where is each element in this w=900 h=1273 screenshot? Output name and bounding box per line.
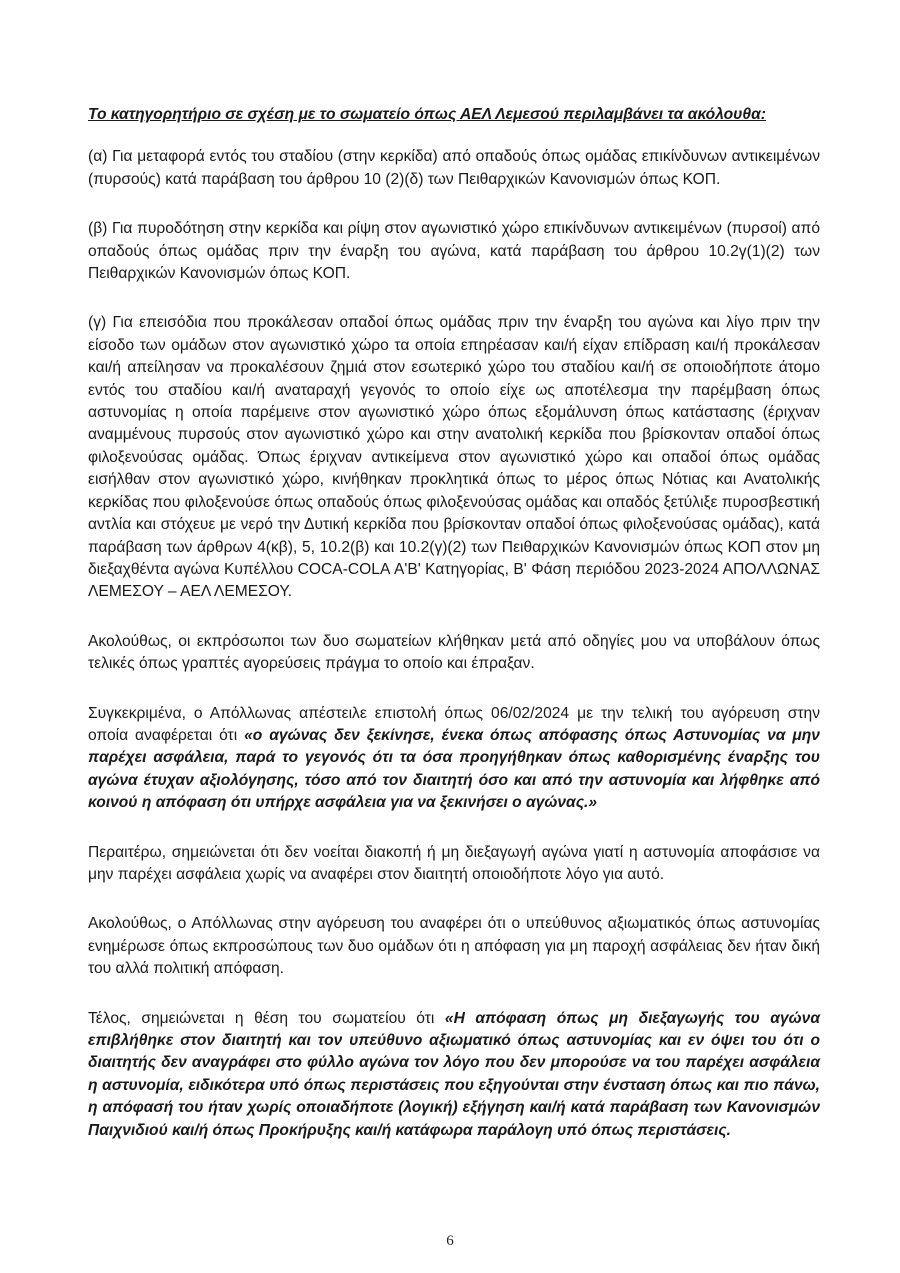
paragraph-b: (β) Για πυροδότηση στην κερκίδα και ρίψη στον αγωνιστικό χώρο επικίνδυνων αντικειμένων (πυρσοί) από οπαδούς όπως ομάδας πριν την έναρξη του αγώνα, κατά παράβαση του άρθρου 10.2γ(1)(2) των Πειθαρχικών Κανονισμών όπως ΚΟΠ.	[88, 220, 820, 283]
paragraph-d: Ακολούθως, οι εκπρόσωποι των δυο σωματείων κλήθηκαν μετά από οδηγίες μου να υποβάλουν όπως τελικές όπως γραπτές αγορεύσεις πράγμα το οποίο και έπραξαν.	[88, 632, 820, 673]
paragraph-e-lead: Συγκεκριμένα, ο Απόλλωνας απέστειλε επιστολή όπως 06/02/2024 με την τελική του αγόρευση στην οποία αναφέρεται ότι	[88, 704, 820, 744]
paragraph-e-quote: «ο αγώνας δεν ξεκίνησε, ένεκα όπως απόφασης όπως Αστυνομίας να μην παρέχει ασφάλεια, παρά το γεγονός ότι τα όσα προηγήθηκαν όπως καθορισμένης έναρξης του αγώνα έτυχαν αξιολόγησης, τόσο από τον διαιτητή όσο και από την αστυνομία και λήφθηκε από κοινού η απόφαση ότι υπήρχε ασφάλεια για να ξεκινήσει ο αγώνας.»	[88, 726, 820, 812]
paragraph-a: (α) Για μεταφορά εντός του σταδίου (στην κερκίδα) από οπαδούς όπως ομάδας επικίνδυνων αντικειμένων (πυρσούς) κατά παράβαση του άρθρου 10 (2)(δ) των Πειθαρχικών Κανονισμών όπως ΚΟΠ.	[88, 148, 820, 188]
section-heading: Το κατηγορητήριο σε σχέση με το σωματείο όπως ΑΕΛ Λεμεσού περιλαμβάνει τα ακόλουθα:	[88, 106, 766, 123]
paragraph-h-lead: Τέλος, σημειώνεται η θέση του σωματείου ότι	[88, 1009, 445, 1027]
paragraph-f: Περαιτέρω, σημειώνεται ότι δεν νοείται διακοπή ή μη διεξαγωγή αγώνα γιατί η αστυνομία αποφάσισε να μην παρέχει ασφάλεια χωρίς να αναφέρει στον διαιτητή οποιοδήποτε λόγο για αυτό.	[88, 843, 820, 883]
paragraph-h-quote: «Η απόφαση όπως μη διεξαγωγής του αγώνα επιβλήθηκε στον διαιτητή και τον υπεύθυνο αξιωματικό όπως αστυνομίας και εν όψει του ότι ο διαιτητής δεν αναγράφει στο φύλλο αγώνα τον λόγο που δεν μπορούσε να του παρέχει ασφάλεια η αστυνομία, ειδικότερα υπό όπως περιστάσεις που εξηγούνται στην ένσταση όπως και πιο πάνω, η απόφασή του ήταν χωρίς οποιαδήποτε (λογική) εξήγηση και/ή κατά παράβαση των Κανονισμών Παιχνιδιού και/ή όπως Προκήρυξης και/ή κατάφωρα παράλογη υπό όπως περιστάσεις.	[88, 1009, 820, 1139]
paragraph-c: (γ) Για επεισόδια που προκάλεσαν οπαδοί όπως ομάδας πριν την έναρξη του αγώνα και λίγο πριν την είσοδο των ομάδων στον αγωνιστικό χώρο τα οποία επηρέασαν και/ή είχαν επίδραση και/ή προκάλεσαν και/ή απείλησαν να προκαλέσουν ζημιά στον εσωτερικό χώρο του σταδίου και/ή σε οποιοδήποτε άτομο εντός του σταδίου και/ή αναταραχή γεγονός το οποίο είχε ως αποτέλεσμα την παρέμβαση όπως αστυνομίας η οποία παρέμεινε στον αγωνιστικό χώρο όπως εξομάλυνση όπως κατάστασης (έριχναν αναμμένους πυρσούς στον αγωνιστικό χώρο και στην ανατολική κερκίδα που βρίσκονταν οπαδοί όπως φιλοξενούσας ομάδας. Όπως έριχναν αντικείμενα στον αγωνιστικό χώρο και οπαδοί όπως ομάδας εισήλθαν στον αγωνιστικό χώρο, κινήθηκαν προκλητικά όπως το μέρος όπως Νότιας και Ανατολικής κερκίδας που φιλοξενούσε όπως οπαδούς όπως φιλοξενούσας ομάδας και οπαδός ξετύλιξε πυροσβεστική αντλία και στόχευε με νερό την Δυτική κερκίδα που βρίσκονταν οπαδοί όπως φιλοξενούσας ομάδας), κατά παράβαση των άρθρων 4(κβ), 5, 10.2(β) και 10.2(γ)(2) των Πειθαρχικών Κανονισμών όπως ΚΟΠ στον μη διεξαχθέντα αγώνα Κυπέλλου COCA-COLA Α'Β' Κατηγορίας, Β' Φάση περιόδου 2023-2024 ΑΠΟΛΛΩΝΑΣ ΛΕΜΕΣΟΥ – ΑΕΛ ΛΕΜΕΣΟΥ.	[88, 314, 820, 601]
page-number: 6	[446, 1233, 454, 1249]
paragraph-g: Ακολούθως, ο Απόλλωνας στην αγόρευση του αναφέρει ότι ο υπεύθυνος αξιωματικός όπως αστυνομίας ενημέρωσε όπως εκπροσώπους των δυο ομάδων ότι η απόφαση για μη παροχή ασφάλειας δεν ήταν δική του αλλά πολιτική απόφαση.	[88, 915, 820, 978]
document-body	[88, 104, 820, 1142]
paragraph-e	[88, 703, 820, 815]
paragraph-h	[88, 1008, 820, 1142]
